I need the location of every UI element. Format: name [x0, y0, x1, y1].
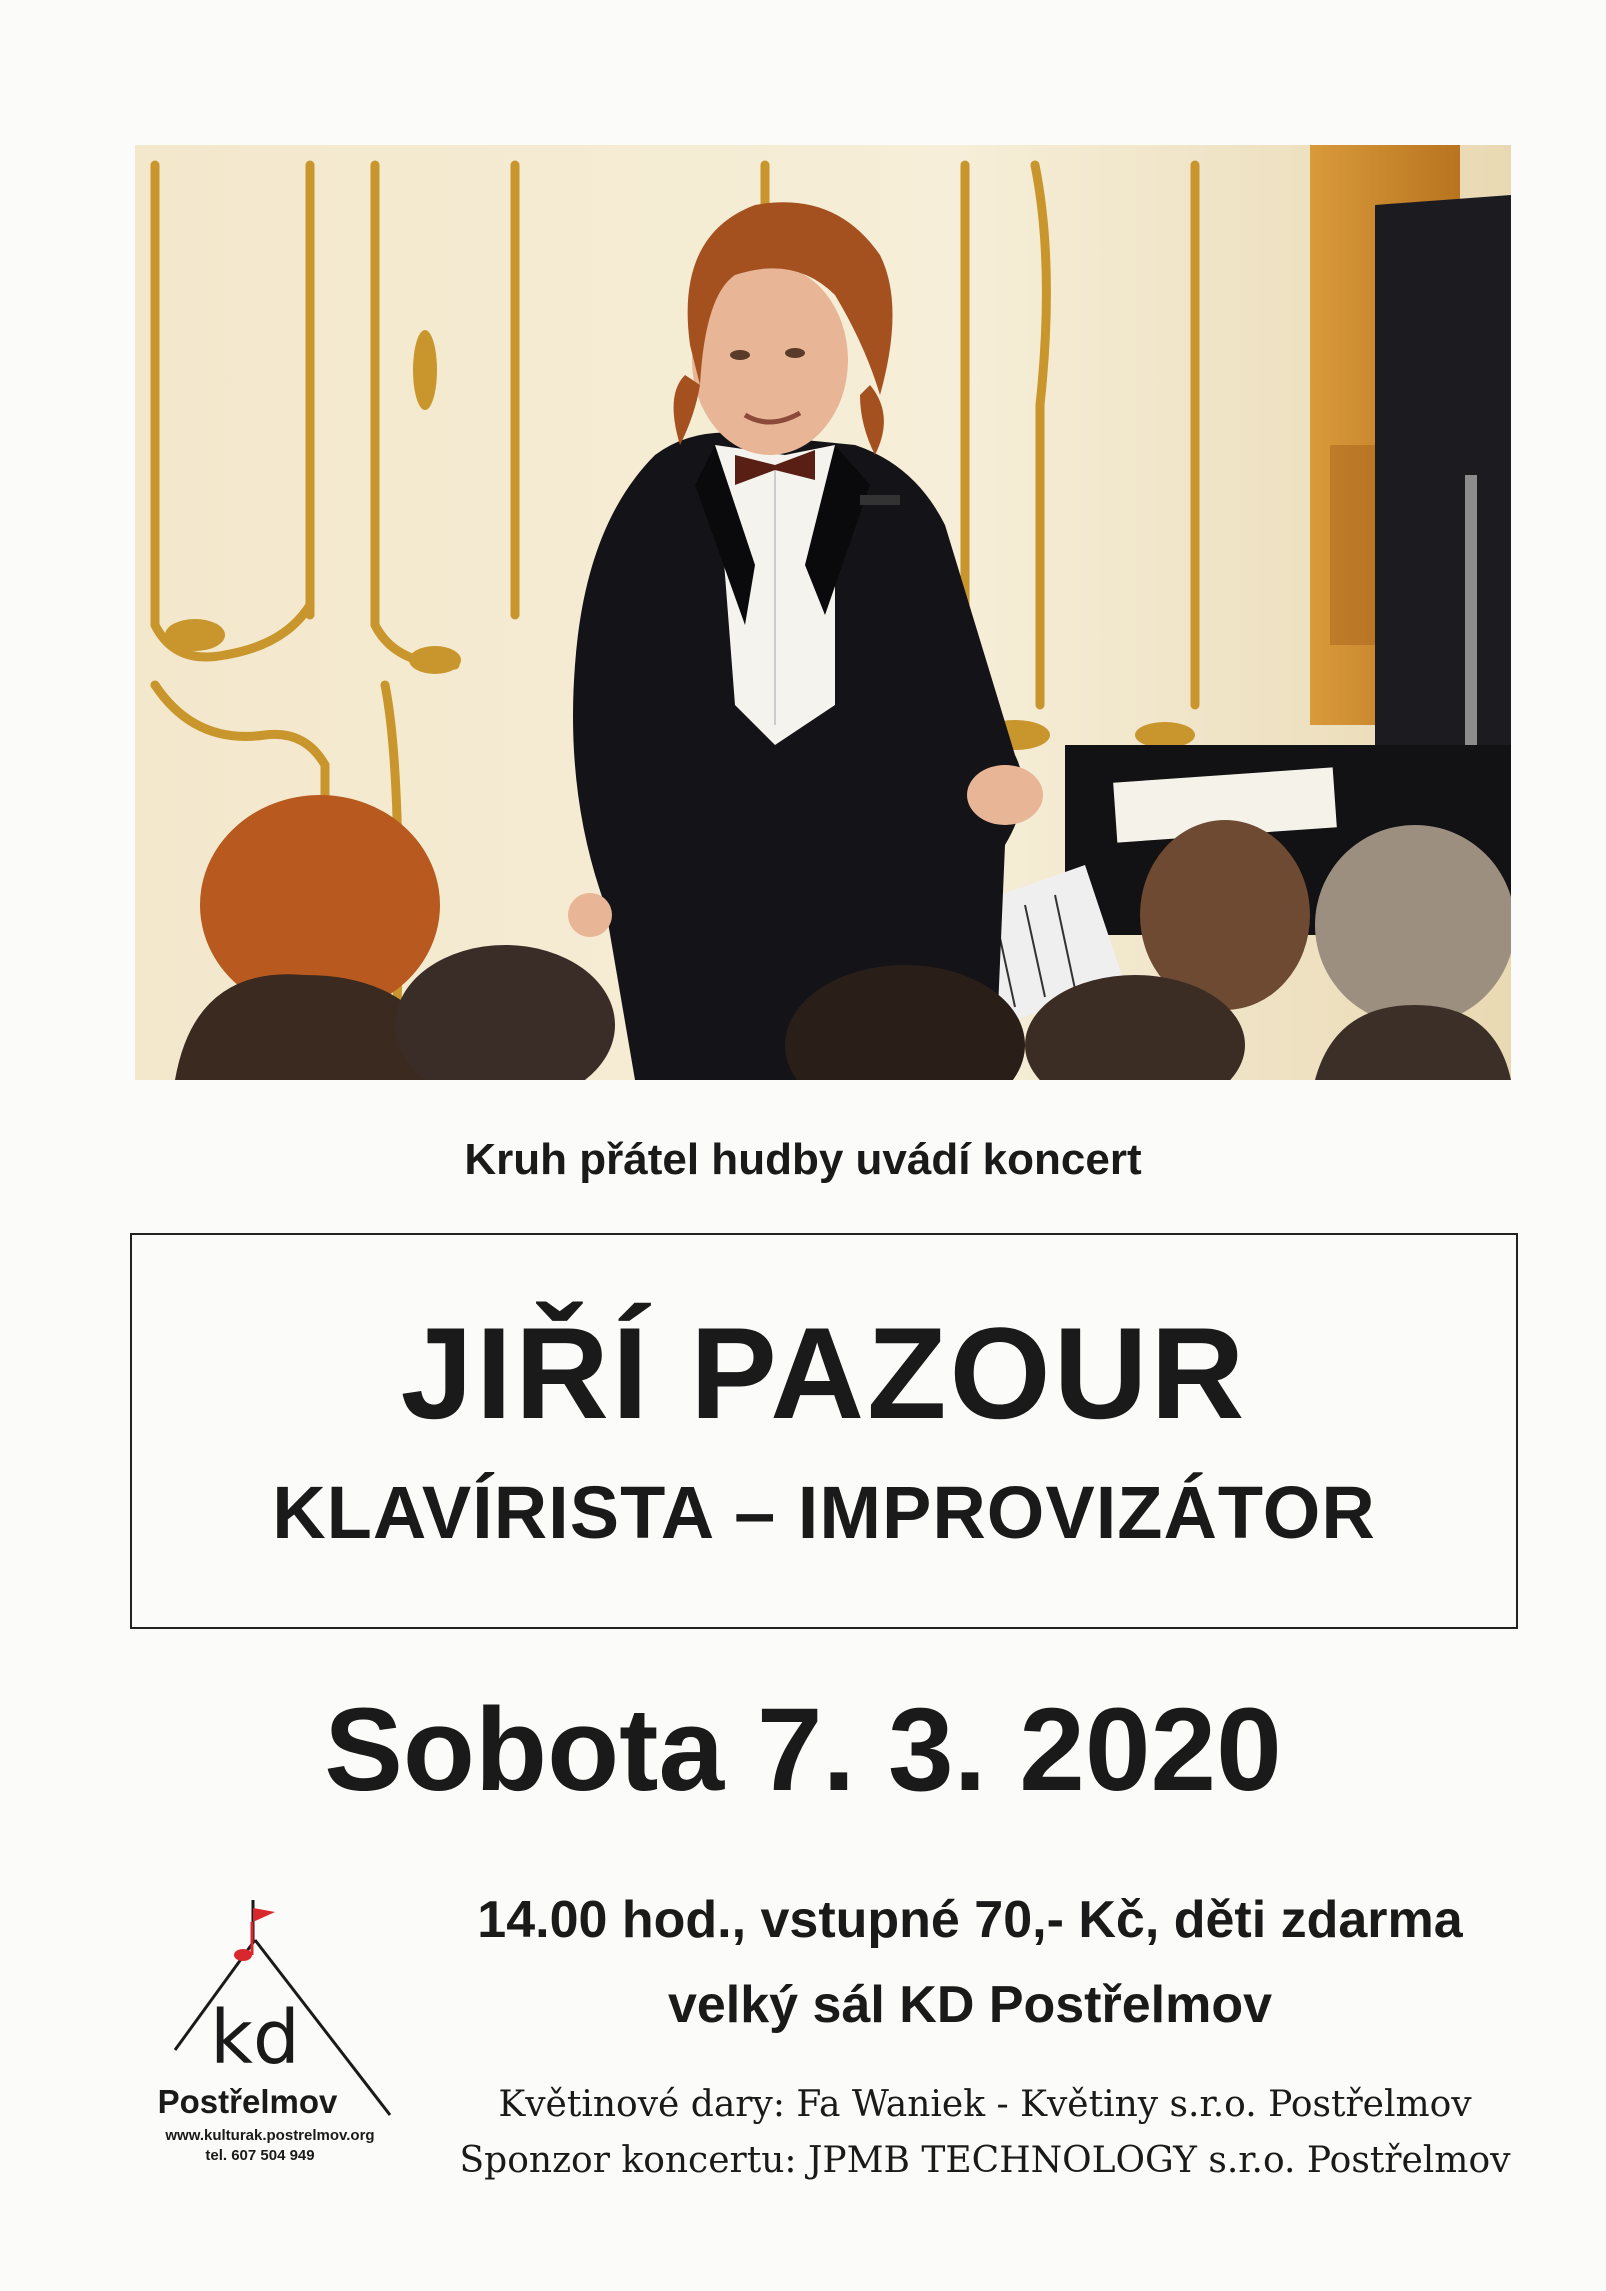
sponsor-credit: Sponzor koncertu: JPMB TECHNOLOGY s.r.o. Postřelmov: [459, 2140, 1511, 2181]
kd-postrelmov-logo: [125, 1900, 415, 2190]
venue: velký sál KD Postřelmov: [667, 1976, 1273, 2034]
logo-letters: kd: [210, 1995, 300, 2081]
logo-name: Postřelmov: [157, 2083, 338, 2120]
logo-website: www.kulturak.postrelmov.org: [165, 2127, 375, 2144]
concert-date: Sobota 7. 3. 2020: [324, 1684, 1282, 1816]
pianist-photo: [135, 145, 1511, 1080]
time-and-price: 14.00 hod., vstupné 70,- Kč, děti zdarma: [477, 1891, 1463, 1949]
title-box: [130, 1233, 1518, 1629]
logo-phone: tel. 607 504 949: [205, 2147, 315, 2164]
flower-credit: Květinové dary: Fa Waniek - Květiny s.r.o. Postřelmov: [498, 2084, 1472, 2125]
performer-name: JIŘÍ PAZOUR: [400, 1300, 1248, 1446]
intro-line: Kruh přátel hudby uvádí koncert: [464, 1135, 1142, 1184]
performer-profession: KLAVÍRISTA – IMPROVIZÁTOR: [272, 1471, 1376, 1554]
concert-photo: [135, 145, 1511, 1080]
